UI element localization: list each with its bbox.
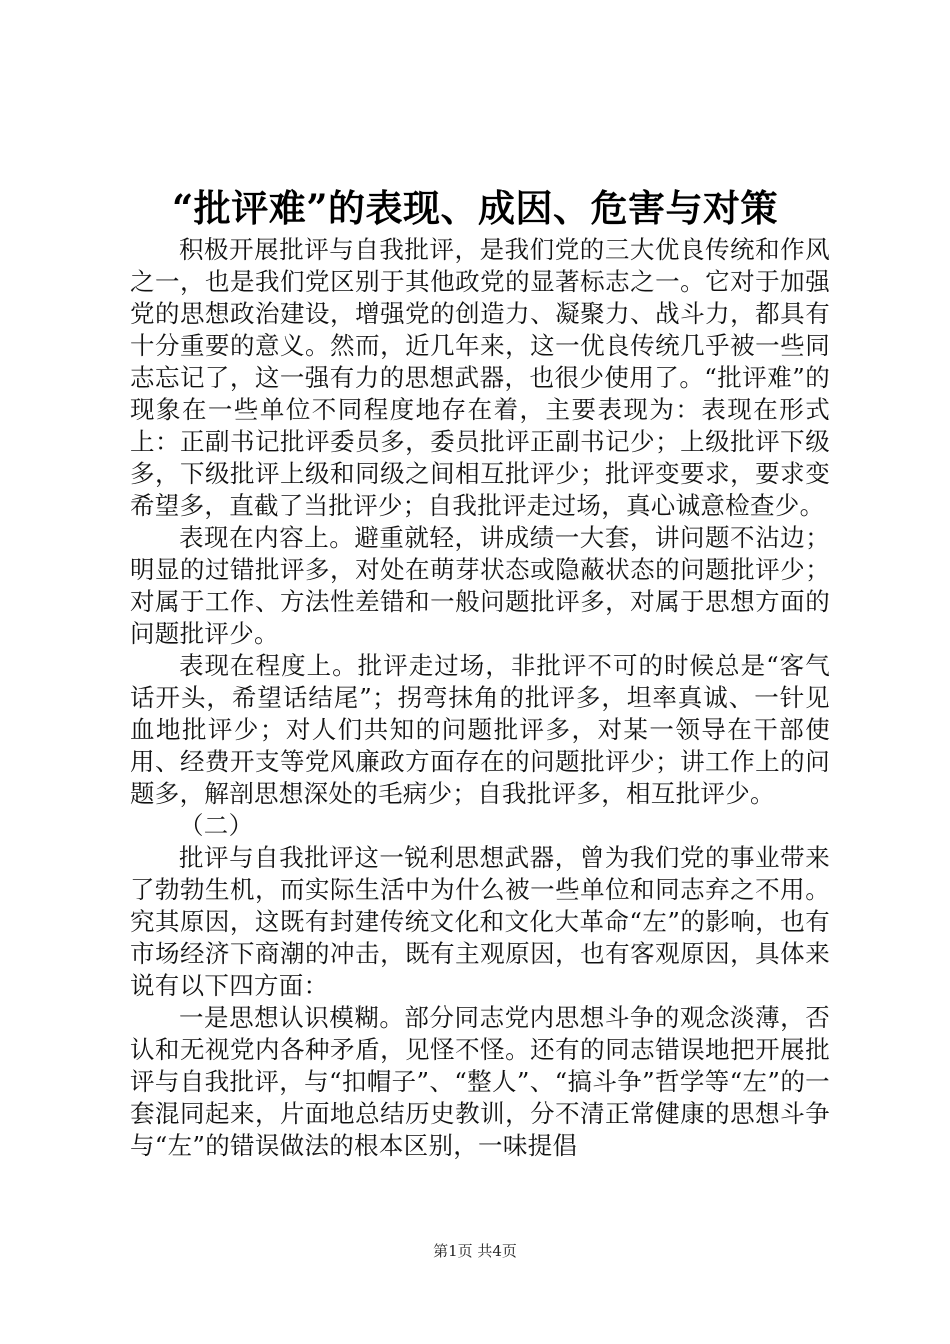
paragraph: 积极开展批评与自我批评，是我们党的三大优良传统和作风之一，也是我们党区别于其他政党的显著标志之一。它对于加强党的思想政治建设，增强党的创造力、凝聚力、战斗力，都具有十分重要的意义。然而，近几年来，这一优良传统几乎被一些同志忘记了，这一强有力的思想武器，也很少使用了。“批评难”的现象在一些单位不同程度地存在着，主要表现为：表现在形式上：正副书记批评委员多，委员批评正副书记少；上级批评下级多，下级批评上级和同级之间相互批评少；批评变要求，要求变希望多，直截了当批评少；自我批评走过场，真心诚意检查少。 bbox=[130, 235, 830, 520]
document-body bbox=[130, 234, 830, 1162]
section-heading: （二） bbox=[179, 811, 254, 840]
paragraph: 一是思想认识模糊。部分同志党内思想斗争的观念淡薄，否认和无视党内各种矛盾，见怪不怪。还有的同志错误地把开展批评与自我批评，与“扣帽子”、“整人”、“搞斗争”哲学等“左”的一套混同起来，片面地总结历史教训，分不清正常健康的思想斗争与“左”的错误做法的根本区别，一味提倡 bbox=[130, 1003, 830, 1160]
paragraph: 批评与自我批评这一锐利思想武器，曾为我们党的事业带来了勃勃生机，而实际生活中为什么被一些单位和同志弃之不用。究其原因，这既有封建传统文化和文化大革命“左”的影响，也有市场经济下商潮的冲击，既有主观原因，也有客观原因，具体来说有以下四方面： bbox=[130, 843, 830, 1000]
document-title: “批评难”的表现、成因、危害与对策 bbox=[171, 186, 779, 230]
paragraph: 表现在程度上。批评走过场，非批评不可的时候总是“客气话开头，希望话结尾”；拐弯抹角的批评多，坦率真诚、一针见血地批评少；对人们共知的问题批评多，对某一领导在干部使用、经费开支等党风廉政方面存在的问题批评少；讲工作上的问题多，解剖思想深处的毛病少；自我批评多，相互批评少。 bbox=[130, 651, 830, 808]
page-number-footer: 第1页 共4页 bbox=[433, 1242, 517, 1260]
paragraph: 表现在内容上。避重就轻，讲成绩一大套，讲问题不沾边；明显的过错批评多，对处在萌芽状态或隐蔽状态的问题批评少；对属于工作、方法性差错和一般问题批评多，对属于思想方面的问题批评少。 bbox=[130, 523, 830, 648]
